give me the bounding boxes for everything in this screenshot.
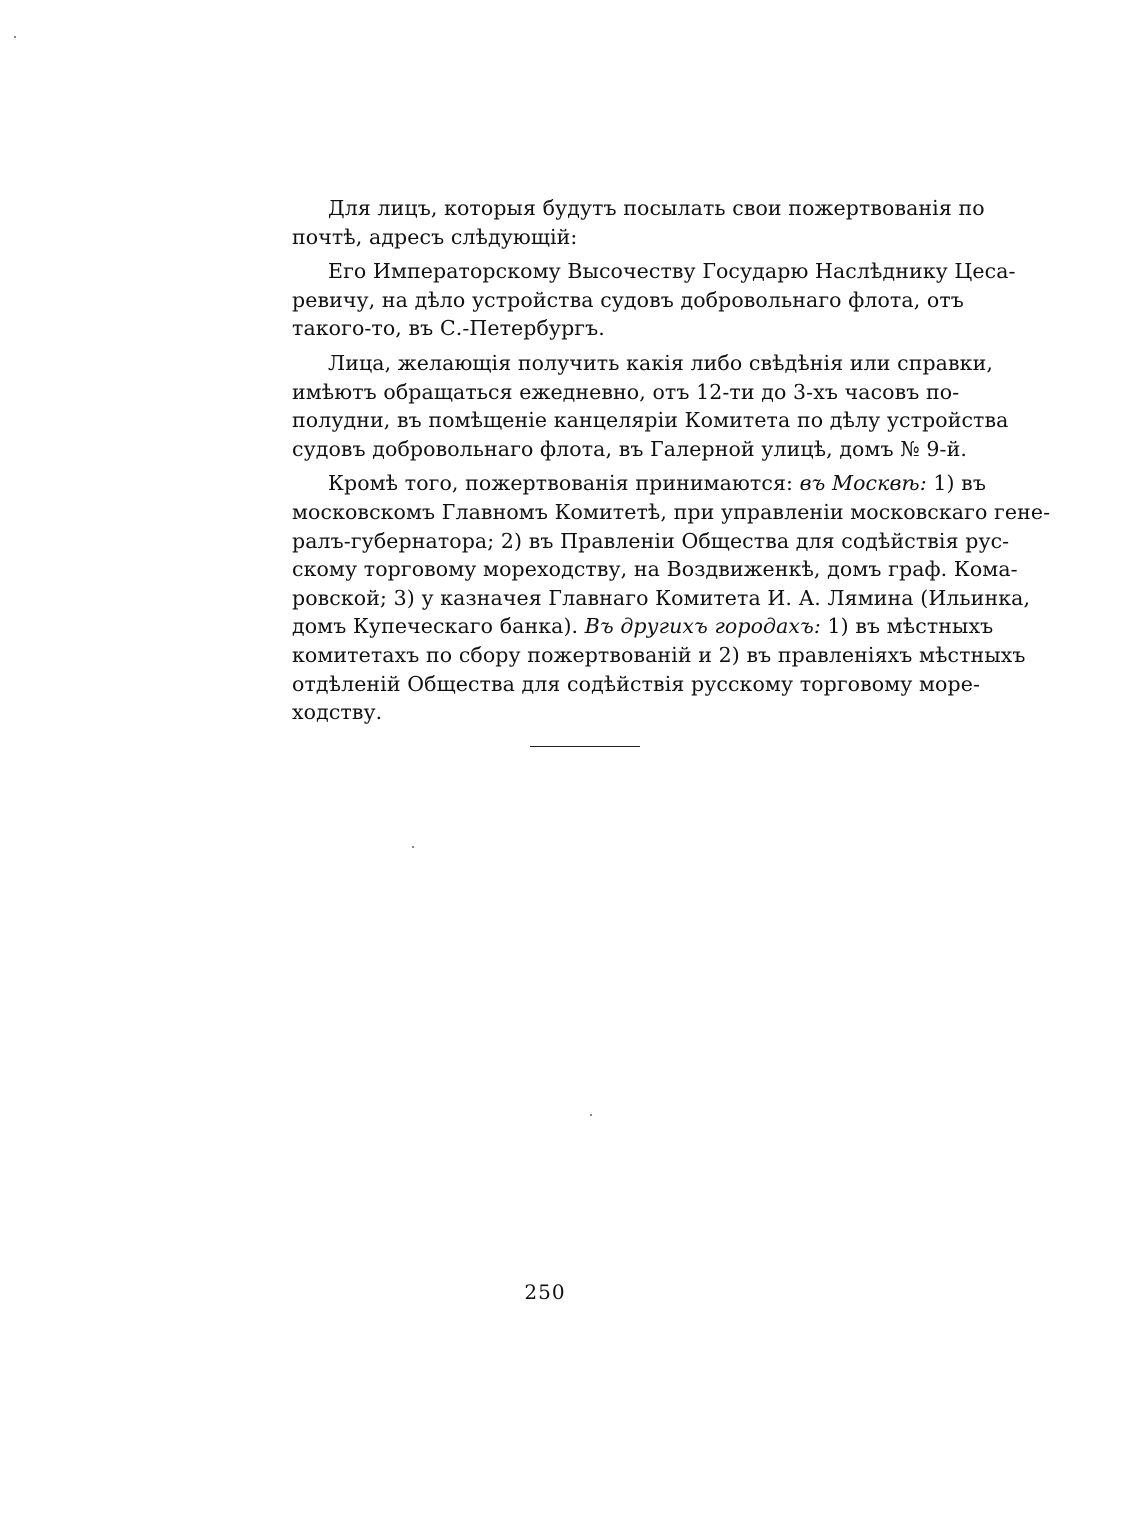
text-line	[256, 469, 986, 498]
text-line: Его Императорскому Высочеству Государю Наслѣднику Цеса-	[328, 259, 1016, 284]
text-line: отдѣленій Общества для содѣйствія русскому торговому море-	[292, 671, 980, 696]
text-run: Кромѣ того, пожертвованія принимаются:	[328, 471, 800, 496]
scan-speck	[14, 36, 16, 38]
scan-speck	[412, 846, 414, 848]
text-line: такого-то, въ С.-Петербургъ.	[292, 316, 605, 341]
text-line: полудни, въ помѣщеніе канцеляріи Комитета по дѣлу устройства	[292, 408, 1009, 433]
italic-run: Въ другихъ городахъ:	[584, 614, 821, 639]
text-line: Лица, желающія получить какія либо свѣдѣнія или справки,	[328, 350, 993, 375]
italic-run: въ Москвѣ:	[799, 471, 927, 496]
text-run: 1) въ мѣстныхъ	[820, 614, 994, 639]
text-line: комитетахъ по сбору пожертвованій и 2) въ правленіяхъ мѣстныхъ	[292, 642, 1026, 667]
text-line: ходству.	[292, 700, 383, 725]
text-run: домъ Купеческаго банка).	[292, 614, 585, 639]
section-divider	[530, 746, 640, 747]
text-line: московскомъ Главномъ Комитетѣ, при управленіи московскаго гене-	[292, 499, 1051, 524]
paragraph-postal-address	[256, 194, 985, 251]
text-line: Для лицъ, которыя будутъ посылать свои пожертвованія по	[328, 196, 985, 220]
body-text	[256, 194, 1051, 733]
text-line: судовъ добровольнаго флота, въ Галерной улицѣ, домъ № 9-й.	[292, 436, 967, 461]
text-line: ревичу, на дѣло устройства судовъ добровольнаго флота, отъ	[292, 287, 964, 312]
text-line: имѣютъ обращаться ежедневно, отъ 12-ти до 3-хъ часовъ по-	[292, 379, 960, 404]
text-line	[256, 612, 994, 641]
page-number: 250	[524, 1280, 566, 1304]
text-run: 1) въ	[926, 471, 986, 496]
paragraph-donation-locations	[256, 469, 1051, 726]
scan-speck	[590, 1114, 592, 1116]
text-line: ровской; 3) у казначея Главнаго Комитета И. А. Лямина (Ильинка,	[292, 585, 1031, 610]
paragraph-recipient	[256, 257, 1016, 343]
text-line: почтѣ, адресъ слѣдующій:	[292, 224, 578, 249]
text-line: скому торговому мореходству, на Воздвиженкѣ, домъ граф. Кома-	[292, 557, 1018, 582]
paragraph-office-hours	[256, 349, 1009, 463]
text-line: ралъ-губернатора; 2) въ Правленіи Общества для содѣйствія рус-	[292, 528, 1010, 553]
